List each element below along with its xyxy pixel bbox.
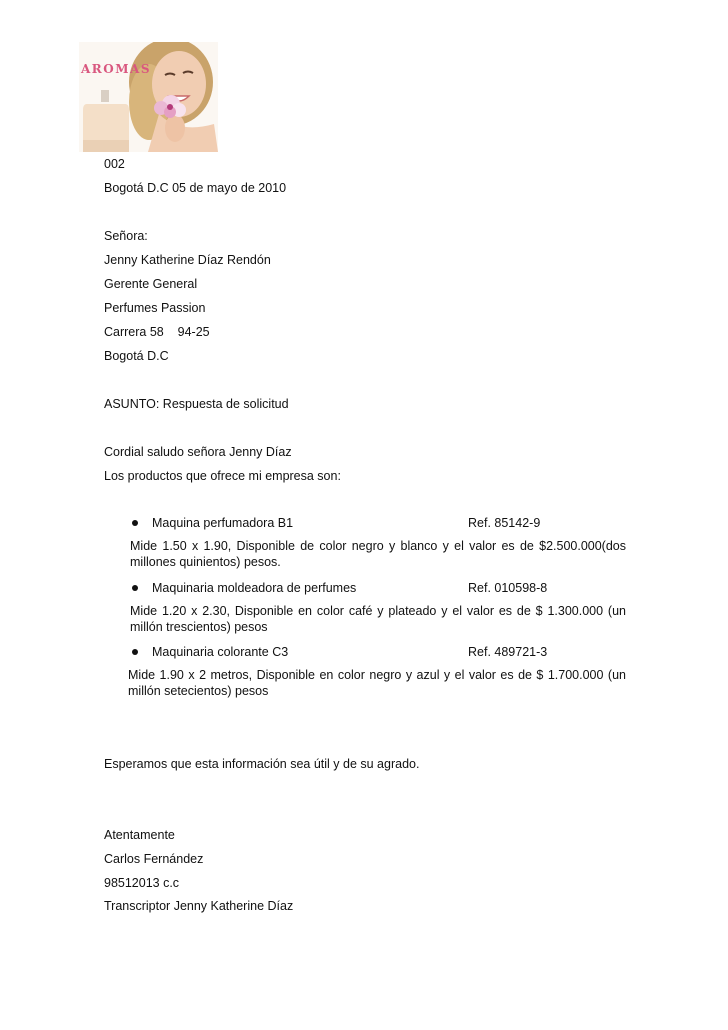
product-description: Mide 1.90 x 2 metros, Disponible en color negro y azul y el valor es de $ 1.700.000 (un millón setecientos) pesos — [128, 668, 626, 698]
date-line: Bogotá D.C 05 de mayo de 2010 — [104, 181, 287, 195]
sender-id: 98512013 c.c — [104, 876, 180, 890]
recipient-city: Bogotá D.C — [104, 349, 169, 363]
greeting: Cordial saludo señora Jenny Díaz — [104, 445, 292, 459]
list-item — [130, 515, 626, 531]
subject-line: ASUNTO: Respuesta de solicitud — [104, 397, 289, 411]
list-item — [130, 580, 626, 596]
intro-line: Los productos que ofrece mi empresa son: — [104, 469, 341, 483]
bullet-icon — [132, 585, 138, 591]
product-description: Mide 1.20 x 2.30, Disponible en color café y plateado y el valor es de $ 1.300.000 (un millón trescientos) pesos — [130, 604, 626, 634]
list-item — [130, 644, 626, 660]
transcriber: Transcriptor Jenny Katherine Díaz — [104, 899, 294, 913]
product-description: Mide 1.50 x 1.90, Disponible de color negro y blanco y el valor es de $2.500.000(dos millones quinientos) pesos. — [130, 539, 626, 569]
closing-paragraph: Esperamos que esta información sea útil y de su agrado. — [104, 757, 420, 771]
brand-text: AROMAS — [81, 62, 151, 76]
sender-name: Carlos Fernández — [104, 852, 204, 866]
product-name: Maquina perfumadora B1 — [152, 516, 294, 530]
product-ref: Ref. 010598-8 — [468, 581, 548, 595]
sign-off: Atentamente — [104, 828, 175, 842]
letter-number: 002 — [104, 157, 125, 171]
product-name: Maquinaria moldeadora de perfumes — [152, 581, 357, 595]
salutation-title: Señora: — [104, 229, 148, 243]
product-name: Maquinaria colorante C3 — [152, 645, 289, 659]
recipient-company: Perfumes Passion — [104, 301, 206, 315]
product-ref: Ref. 489721-3 — [468, 645, 548, 659]
bullet-icon — [132, 649, 138, 655]
product-ref: Ref. 85142-9 — [468, 516, 541, 530]
brand-logo — [79, 42, 218, 152]
recipient-role: Gerente General — [104, 277, 198, 291]
bullet-icon — [132, 520, 138, 526]
recipient-address: Carrera 58 94-25 — [104, 325, 210, 339]
recipient-name: Jenny Katherine Díaz Rendón — [104, 253, 271, 267]
